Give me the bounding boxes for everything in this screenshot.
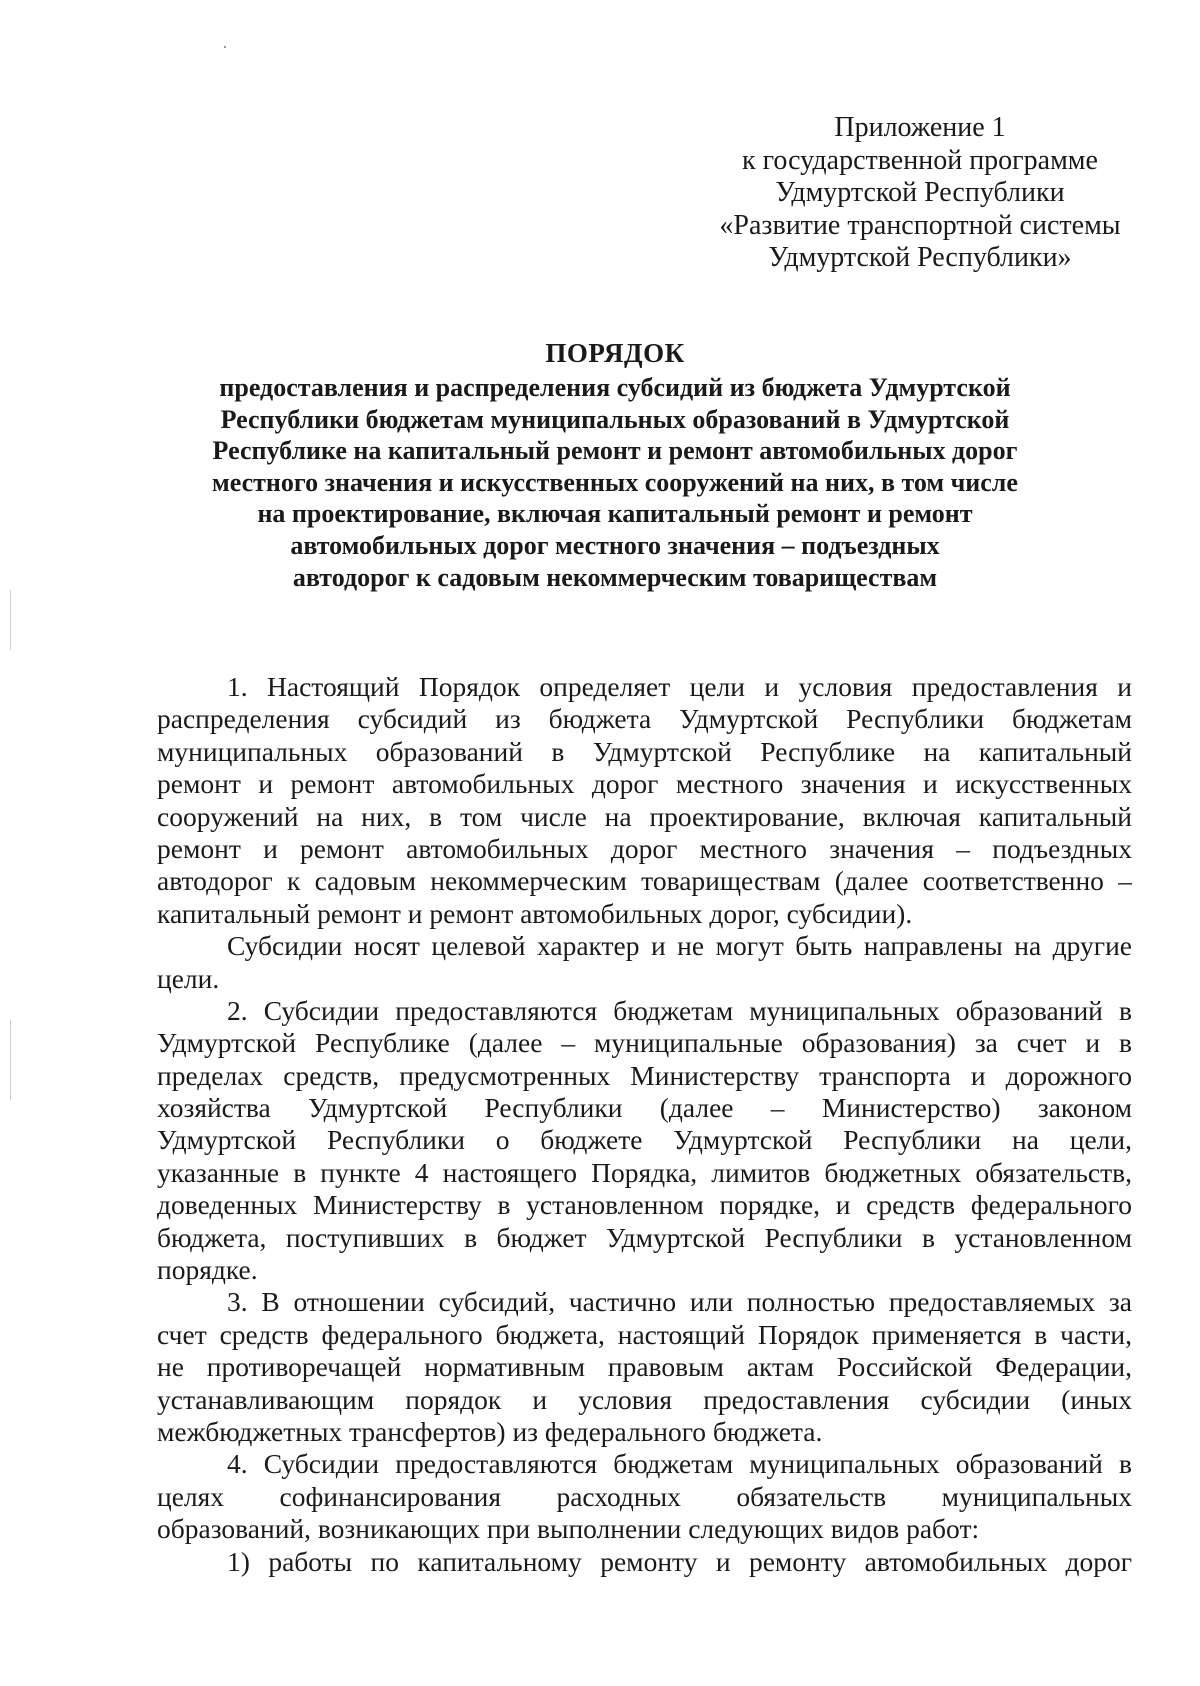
- body-line: 2. Субсидии предоставляются бюджетам муниципальных образований в: [227, 994, 1132, 1026]
- body-line: ремонт и ремонт автомобильных дорог местного значения – подъездных: [157, 832, 1132, 864]
- body-line: Удмуртской Республике (далее – муниципальные образования) за счет и в: [157, 1027, 1132, 1059]
- body-line: не противоречащей нормативным правовым актам Российской Федерации,: [157, 1351, 1132, 1383]
- title-line: на проектирование, включая капитальный ремонт и ремонт: [257, 499, 973, 529]
- body-line: счет средств федерального бюджета, настоящий Порядок применяется в части,: [157, 1318, 1132, 1350]
- scan-edge-mark: [10, 1020, 11, 1100]
- document-title-block: [140, 336, 1090, 593]
- annex-line: Приложение 1: [834, 112, 1006, 143]
- body-line: 1. Настоящий Порядок определяет цели и условия предоставления и: [227, 671, 1132, 702]
- body-line: хозяйства Удмуртской Республики (далее – Министерство) законом: [157, 1092, 1132, 1124]
- document-title: ПОРЯДОК: [545, 338, 685, 368]
- body-line: капитальный ремонт и ремонт автомобильных дорог, субсидии).: [157, 897, 913, 929]
- title-line: Республики бюджетам муниципальных образований в Удмуртской: [220, 404, 1010, 434]
- title-line: Республике на капитальный ремонт и ремонт автомобильных дорог: [212, 436, 1018, 466]
- body-line: межбюджетных трансфертов) из федерального бюджета.: [157, 1415, 823, 1447]
- body-line: 1) работы по капитальному ремонту и ремонту автомобильных дорог: [227, 1545, 1132, 1577]
- annex-line: к государственной программе: [742, 144, 1098, 176]
- document-body: [157, 671, 1132, 1578]
- scan-speck: [224, 46, 226, 48]
- body-line: цели.: [157, 962, 220, 994]
- body-line: Субсидии носят целевой характер и не могут быть направлены на другие: [227, 930, 1132, 962]
- body-line: образований, возникающих при выполнении следующих видов работ:: [157, 1513, 980, 1545]
- body-line: сооружений на них, в том числе на проектирование, включая капитальный: [157, 800, 1132, 832]
- title-line: предоставления и распределения субсидий из бюджета Удмуртской: [219, 373, 1011, 402]
- scan-edge-mark: [10, 590, 11, 650]
- body-line: муниципальных образований в Удмуртской Республике на капитальный: [157, 735, 1132, 767]
- annex-line: «Развитие транспортной системы: [719, 209, 1121, 241]
- annex-line: Удмуртской Республики»: [768, 242, 1072, 273]
- body-line: пределах средств, предусмотренных Министерству транспорта и дорожного: [157, 1059, 1132, 1091]
- body-line: 3. В отношении субсидий, частично или полностью предоставляемых за: [227, 1286, 1132, 1318]
- body-line: бюджета, поступивших в бюджет Удмуртской Республики в установленном: [157, 1221, 1132, 1253]
- body-line: автодорог к садовым некоммерческим товариществам (далее соответственно –: [157, 865, 1132, 897]
- body-line: целях софинансирования расходных обязательств муниципальных: [157, 1480, 1132, 1512]
- title-line: местного значения и искусственных сооружений на них, в том числе: [212, 467, 1018, 497]
- annex-header: [660, 112, 1180, 275]
- title-line: автомобильных дорог местного значения – подъездных: [290, 530, 940, 560]
- body-line: порядке.: [157, 1254, 258, 1286]
- annex-line: Удмуртской Республики: [775, 177, 1065, 208]
- body-line: Удмуртской Республики о бюджете Удмуртской Республики на цели,: [157, 1124, 1132, 1156]
- body-line: устанавливающим порядок и условия предоставления субсидии (иных: [157, 1383, 1132, 1415]
- title-line: автодорог к садовым некоммерческим товариществам: [292, 562, 938, 592]
- body-line: ремонт и ремонт автомобильных дорог местного значения и искусственных: [157, 768, 1132, 800]
- body-line: распределения субсидий из бюджета Удмуртской Республики бюджетам: [157, 703, 1132, 735]
- body-line: доведенных Министерству в установленном порядке, и средств федерального: [157, 1189, 1132, 1221]
- body-line: 4. Субсидии предоставляются бюджетам муниципальных образований в: [227, 1448, 1132, 1480]
- body-line: указанные в пункте 4 настоящего Порядка, лимитов бюджетных обязательств,: [157, 1156, 1132, 1188]
